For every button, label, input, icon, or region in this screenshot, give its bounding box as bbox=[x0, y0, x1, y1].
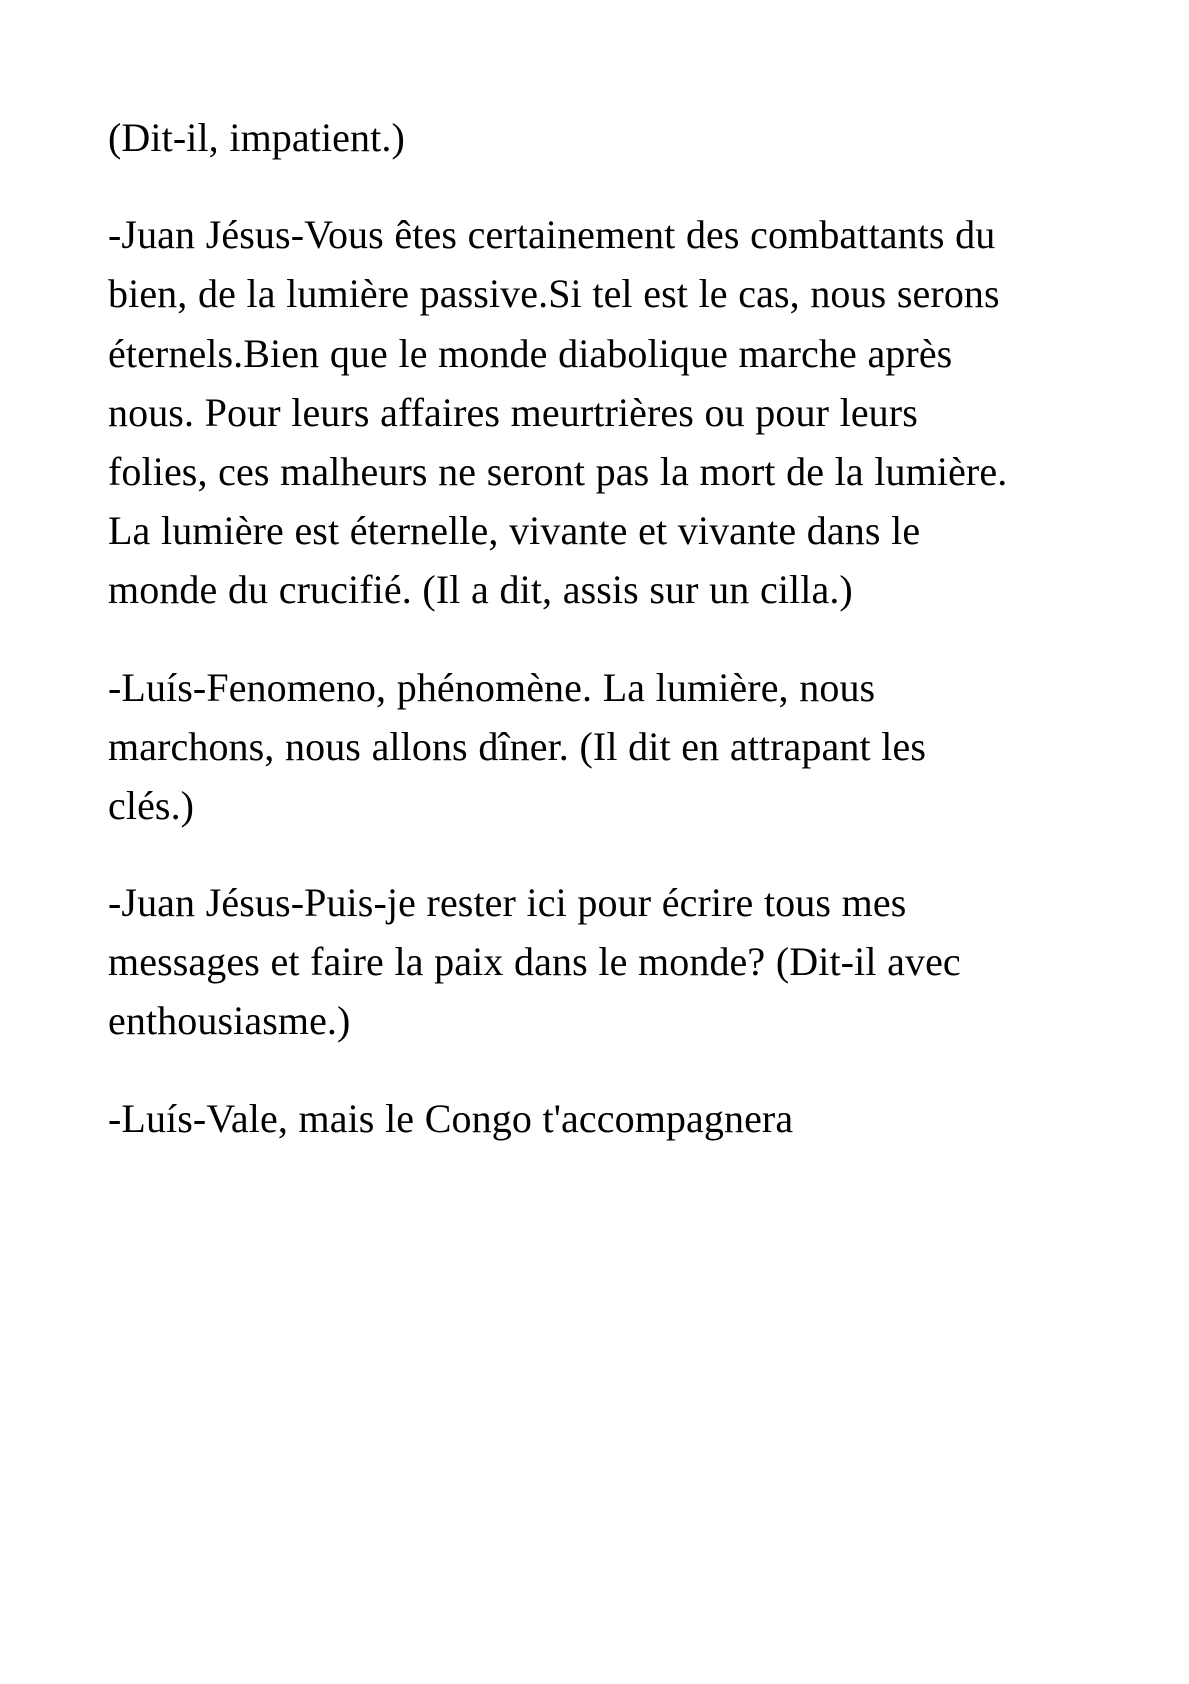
paragraph: -Juan Jésus-Puis-je rester ici pour écrire tous mes messages et faire la paix dans le monde? (Dit-il avec enthousiasme.) bbox=[108, 880, 961, 1044]
paragraph: -Luís-Vale, mais le Congo t'accompagnera bbox=[108, 1095, 794, 1141]
paragraph: -Luís-Fenomeno, phénomène. La lumière, nous marchons, nous allons dîner. (Il dit en attrapant les clés.) bbox=[108, 664, 926, 828]
paragraph: -Juan Jésus-Vous êtes certainement des combattants du bien, de la lumière passive.Si tel est le cas, nous serons éternels.Bien que le monde diabolique marche après nous. Pour leurs affaires meurtrières ou pour leurs folies, ces malheurs ne seront pas la mort de la lumière. La lumière est éternelle, vivante et vivante dans le monde du crucifié. (Il a dit, assis sur un cilla.) bbox=[108, 212, 1008, 613]
document-body bbox=[108, 108, 1081, 1148]
paragraph: (Dit-il, impatient.) bbox=[108, 115, 405, 160]
